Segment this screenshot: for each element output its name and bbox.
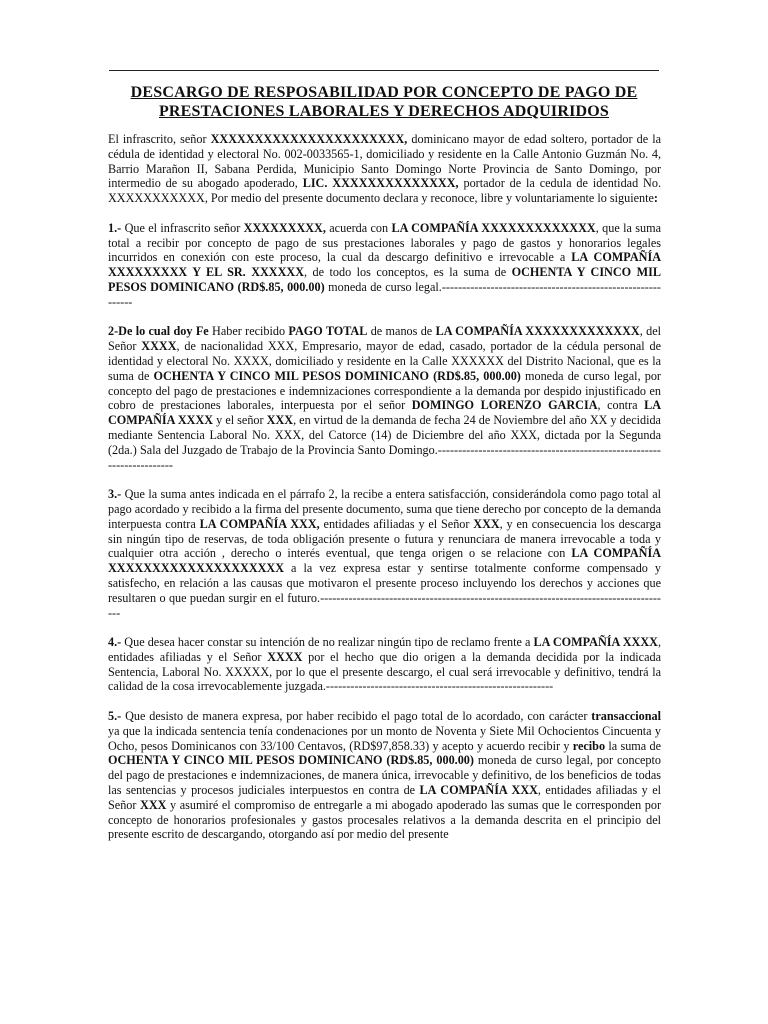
bold-text-run: transaccional: [591, 709, 661, 724]
text-run: , en virtud de la demanda de fecha 24 de Noviembre del año XX y decidida mediante Sentencia Laboral No. XXX, del Catorce (14) de Diciembre del año XXX, dictada por la Segunda (2da.) Sala del Juzgado de Trabajo de la Provincia Santo Domingo.-----------------------------------------------------------------------: [108, 413, 661, 472]
bold-text-run: DOMINGO LORENZO GARCIA: [411, 398, 598, 413]
text-run: Haber recibido: [208, 324, 289, 339]
text-run: , de todo los conceptos, es la suma de: [304, 265, 512, 280]
bold-text-run: OCHENTA Y CINCO MIL PESOS DOMINICANO (RD$.85, 000.00): [108, 265, 661, 294]
text-run: portador de la cedula de identidad No. XXXXXXXXXXX, Por medio del presente documento declara y reconoce, libre y voluntariamente lo siguiente: [108, 176, 661, 206]
title-line-2: PRESTACIONES LABORALES Y DERECHOS ADQUIRIDOS: [158, 103, 610, 120]
text-run: Que desisto de manera expresa, por haber recibido el pago total de lo acordado, con carácter: [121, 709, 592, 724]
bold-text-run: XXXXXXXXXXXXXXXXXXXXXX,: [210, 132, 408, 146]
bold-text-run: recibo: [572, 738, 606, 753]
text-run: , y en consecuencia los descarga sin ningún tipo de reservas, de toda obligación presente o futura y renunciara de manera irrevocable a toda y cualquier otra acción , derecho o interés eventual, que tenga origen o se relacione con: [108, 516, 661, 561]
text-run: , entidades afiliadas y el Señor: [108, 783, 661, 812]
text-run: a la vez expresa estar y sentirse totalmente conforme compensado y satisfecho, en relación a las causas que motivaron el presente proceso incluyendo los derechos y acciones que resultaren o que puedan surgir en el futuro.---------------------------------------------------------------------------------------: [108, 561, 661, 620]
text-run: , del Señor: [108, 324, 661, 354]
bold-text-run: LA COMPAÑÍA XXXXXXXXXXXXX: [435, 324, 640, 339]
bold-text-run: LA COMPAÑÍA XXX,: [199, 516, 320, 531]
bold-text-run: :: [653, 191, 658, 206]
text-run: ya que la indicada sentencia tenía condenaciones por un monto de Noventa y Siete Mil Ochocientos Cincuenta y Ocho, pesos Dominicanos con 33/100 Centavos, (RD$97,858.33) y acepto y acuerdo recibir y: [108, 723, 661, 753]
bold-text-run: XXXXXXXXX,: [243, 220, 326, 235]
clause-3: [108, 487, 661, 620]
intro-paragraph: [108, 132, 661, 206]
clause-1: [108, 221, 661, 310]
text-run: Que el infrascrito señor: [121, 220, 244, 235]
bold-text-run: XXX: [473, 516, 500, 531]
header-rule: [109, 70, 659, 71]
text-run: y el señor: [213, 413, 267, 428]
text-run: la suma de: [605, 738, 662, 753]
bold-text-run: 1.-: [108, 220, 122, 235]
bold-text-run: LA COMPAÑÍA XXXXXXXXXXXXX: [391, 220, 596, 235]
bold-text-run: XXX: [266, 413, 294, 428]
bold-text-run: 2-De lo cual doy Fe: [108, 324, 209, 339]
bold-text-run: 5.-: [108, 709, 122, 724]
text-run: , contra: [597, 398, 645, 413]
bold-text-run: 3.-: [108, 487, 122, 502]
text-run: moneda de curso legal, por concepto del pago de prestaciones e indemnizaciones, de manera única, irrevocable y definitivo, de los beneficios de todas las sentencias y procesos judiciales interpuestos en contra de: [108, 753, 661, 798]
text-run: y asumiré el compromiso de entregarle a mi abogado apoderado las sumas que le corresponden por concepto de honorarios profesionales y gastos procesales relativos a la demanda descrita en el principio del presente escrito de descargando, otorgando así por medio del presente: [108, 797, 662, 842]
text-run: acuerda con: [325, 220, 392, 235]
document-body: [108, 132, 661, 842]
text-run: Que desea hacer constar su intención de no realizar ningún tipo de reclamo frente a: [121, 635, 534, 650]
clause-5: [108, 709, 661, 842]
bold-text-run: 4.-: [108, 635, 122, 650]
bold-text-run: LA COMPAÑÍA XXX: [419, 783, 538, 798]
bold-text-run: OCHENTA Y CINCO MIL PESOS DOMINICANO (RD$.85, 000.00): [108, 753, 474, 768]
text-run: Que la suma antes indicada en el párrafo 2, la recibe a entera satisfacción, considerándola como pago total al pago acordado y recibido a la firma del presente documento, suma que tiene derecho por concepto de la demanda interpuesta contra: [108, 487, 661, 531]
bold-text-run: LIC. XXXXXXXXXXXXXX,: [302, 176, 459, 191]
document-title: [100, 83, 668, 121]
text-run: El infrascrito, señor: [108, 132, 211, 146]
text-run: , entidades afiliadas y el Señor: [108, 635, 661, 664]
clause-2: [108, 324, 661, 472]
text-run: dominicano mayor de edad soltero, portador de la cédula de identidad y electoral No. 002-0033565-1, domiciliado y residente en la Calle Antonio Guzmán No. 4, Barrio Marañon II, Sabana Perdida, Municipio Santo Domingo Norte Provincia de Santo Domingo, por intermedio de su abogado apoderado,: [108, 132, 661, 191]
bold-text-run: LA COMPAÑÍA XXXX: [108, 398, 662, 428]
text-run: , que la suma total a recibir por concepto de pago de sus prestaciones laborales y pago de gastos y honorarios legales incurridos en conexión con este proceso, la cual da descargo definitivo e irrevocable a: [108, 220, 661, 265]
text-run: , de nacionalidad XXX, Empresario, mayor de edad, casado, portador de la cédula personal de identidad y electoral No. XXXX, domiciliado y residente en la Calle XXXXXX del Distrito Nacional, que es la suma de: [108, 339, 661, 383]
bold-text-run: OCHENTA Y CINCO MIL PESOS DOMINICANO (RD$.85, 000.00): [153, 368, 521, 383]
bold-text-run: XXXX: [141, 339, 177, 354]
title-line-1: DESCARGO DE RESPOSABILIDAD POR CONCEPTO DE PAGO DE: [130, 84, 638, 101]
bold-text-run: PAGO TOTAL: [288, 324, 368, 339]
bold-text-run: LA COMPAÑÍA XXXXXXXXXXXXXXXXXXXX: [108, 546, 661, 576]
text-run: moneda de curso legal.------------------------------------------------------------: [108, 279, 661, 309]
bold-text-run: LA COMPAÑÍA XXXXXXXXX Y EL SR. XXXXXX: [108, 250, 661, 280]
bold-text-run: XXX: [140, 797, 167, 812]
bold-text-run: XXXX: [267, 649, 303, 664]
bold-text-run: LA COMPAÑÍA XXXX: [533, 635, 658, 650]
text-run: por el hecho que dio origen a la demanda decidida por la indicada Sentencia, Laboral No. XXXXX, por lo que el presente descargo, el cual será irrevocable y definitivo, tendrá la calidad de la cosa irrevocablemente juzgada.--------------------------------------------------------: [108, 649, 661, 694]
clause-4: [108, 635, 661, 694]
text-run: moneda de curso legal, por concepto del pago de prestaciones e indemnizaciones correspondiente a la demanda por despido injustificado en cobro de prestaciones laborales, interpuesta por el señor: [108, 368, 661, 413]
text-run: entidades afiliadas y el Señor: [319, 516, 474, 531]
text-run: de manos de: [367, 324, 436, 339]
